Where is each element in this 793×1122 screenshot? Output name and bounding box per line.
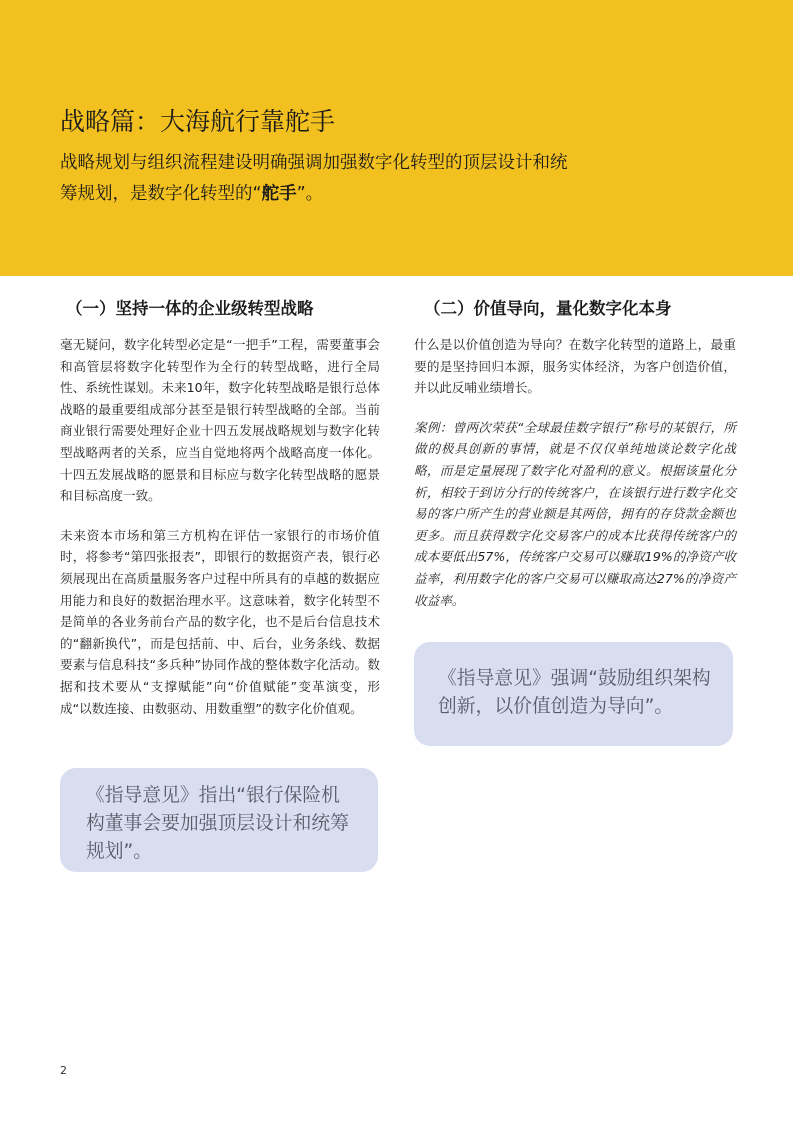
case-study-paragraph: 案例：曾两次荣获“全球最佳数字银行”称号的某银行，所做的极具创新的事情，就是不仅仅单纯地谈论数字化战略，而是定量展现了数字化对盈利的意义。根据该量化分析，相较于到访分行的传统客户，在该银行进行数字化交易的客户所产生的营业额是其两倍，拥有的存贷款金额也更多。而且获得数字化交易客户的成本比获得传统客户的成本要低出57%，传统客户交易可以赚取19%的净资产收益率，利用数字化的客户交易可以赚取高达27%的净资产收益率。 — [414, 419, 736, 608]
body-paragraph: 什么是以价值创造为导向？在数字化转型的道路上，最重要的是坚持回归本源，服务实体经济，为客户创造价值，并以此反哺业绩增长。 — [414, 337, 736, 396]
left-column — [60, 294, 380, 737]
header-banner — [0, 0, 793, 276]
subtitle-emphasis: 舵手 — [261, 184, 297, 204]
body-paragraph: 未来资本市场和第三方机构在评估一家银行的市场价值时，将参考“第四张报表”，即银行的数据资产表，银行必须展现出在高质量服务客户过程中所具有的卓越的数据应用能力和良好的数据治理水平。这意味着，数字化转型不是简单的各业务前台产品的数字化，也不是后台信息技术的“翻新换代”，而是包括前、中、后台，业务条线、数据要素与信息科技“多兵种”协同作战的整体数字化活动。数据和技术要从“支撑赋能”向“价值赋能”变革演变，形成“以数连接、由数驱动、用数重塑”的数字化价值观。 — [60, 527, 380, 716]
section-heading-1: （一）坚持一体的企业级转型战略 — [66, 299, 314, 318]
body-paragraph: 毫无疑问，数字化转型必定是“一把手”工程，需要董事会和高管层将数字化转型作为全行的转型战略，进行全局性、系统性谋划。未来10年，数字化转型战略是银行总体战略的最重要组成部分甚至是银行转型战略的全部。当前商业银行需要处理好企业十四五发展战略规划与数字化转型战略两者的关系，应当自觉地将两个战略高度一体化。十四五发展战略的愿景和目标应与数字化转型战略的愿景和目标高度一致。 — [60, 337, 380, 504]
right-column — [414, 294, 736, 629]
quote-callout-right: 《指导意见》强调“鼓励组织架构创新，以价值创造为导向”。 — [414, 642, 733, 746]
section-heading-2: （二）价值导向，量化数字化本身 — [424, 299, 672, 318]
page-title: 战略篇：大海航行靠舵手 — [60, 107, 336, 136]
subtitle-text-start: 战略规划与组织流程建设明确强调加强数字化转型的顶层设计和统筹规划，是数字化转型的“ — [60, 153, 568, 204]
quote-callout-left: 《指导意见》指出“银行保险机构董事会要加强顶层设计和统筹规划”。 — [60, 768, 378, 872]
page-number: 2 — [60, 1064, 67, 1077]
page-subtitle — [60, 148, 580, 210]
subtitle-text-end: ”。 — [296, 184, 324, 204]
